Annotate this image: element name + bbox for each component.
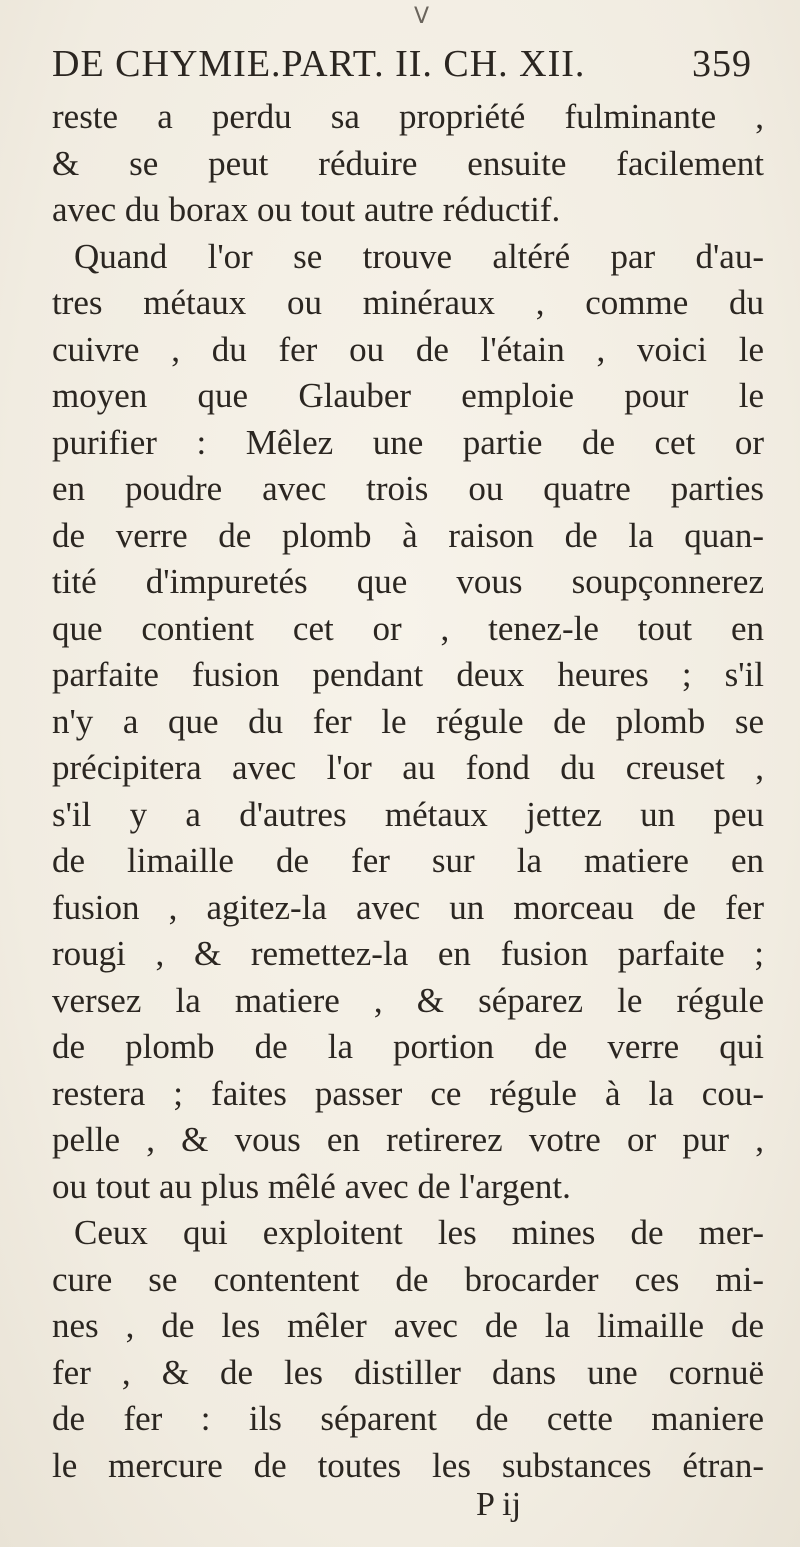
text-line: s'il y a d'autres métaux jettez un peu bbox=[52, 794, 764, 834]
signature-catchword: P ij bbox=[476, 1486, 522, 1523]
text-line: précipitera avec l'or au fond du creuset , bbox=[52, 748, 764, 787]
text-line: que contient cet or , tenez-le tout en bbox=[52, 608, 764, 648]
text-line: tres métaux ou minéraux , comme du bbox=[52, 283, 764, 322]
text-line: parfaite fusion pendant deux heures ; s'il bbox=[52, 655, 764, 694]
text-line: versez la matiere , & séparez le régule bbox=[52, 980, 764, 1020]
text-line: cuivre , du fer ou de l'étain , voici le bbox=[52, 329, 764, 369]
running-title: DE CHYMIE.PART. II. CH. XII. bbox=[52, 43, 586, 85]
text-line: ou tout au plus mêlé avec de l'argent. bbox=[52, 1166, 571, 1206]
text-line: avec du borax ou tout autre réductif. bbox=[52, 190, 561, 229]
text-line: rougi , & remettez-la en fusion parfaite ; bbox=[52, 934, 764, 973]
text-line: de fer : ils séparent de cette maniere bbox=[52, 1399, 764, 1438]
text-line: Ceux qui exploitent les mines de mer- bbox=[74, 1213, 764, 1252]
text-line: Quand l'or se trouve altéré par d'au- bbox=[74, 236, 764, 276]
text-line: purifier : Mêlez une partie de cet or bbox=[52, 422, 764, 462]
text-line: restera ; faites passer ce régule à la cou- bbox=[52, 1073, 764, 1113]
text-line: de verre de plomb à raison de la quan- bbox=[52, 515, 764, 555]
text-line: cure se contentent de brocarder ces mi- bbox=[52, 1259, 764, 1299]
text-line: le mercure de toutes les substances étran- bbox=[52, 1445, 764, 1485]
text-line: & se peut réduire ensuite facilement bbox=[52, 143, 764, 183]
text-line: n'y a que du fer le régule de plomb se bbox=[52, 701, 764, 741]
text-line: pelle , & vous en retirerez votre or pur , bbox=[52, 1120, 764, 1159]
text-line: moyen que Glauber emploie pour le bbox=[52, 376, 764, 415]
text-line: fusion , agitez-la avec un morceau de fer bbox=[52, 887, 764, 927]
text-line: de plomb de la portion de verre qui bbox=[52, 1027, 764, 1066]
body-text bbox=[52, 94, 764, 1489]
page-number: 359 bbox=[692, 43, 752, 85]
text-line: fer , & de les distiller dans une cornuë bbox=[52, 1352, 764, 1392]
signature-mark: V bbox=[414, 4, 430, 29]
text-line: reste a perdu sa propriété fulminante , bbox=[52, 97, 764, 136]
page-header bbox=[52, 42, 752, 92]
text-line: en poudre avec trois ou quatre parties bbox=[52, 469, 764, 508]
text-line: nes , de les mêler avec de la limaille de bbox=[52, 1306, 764, 1345]
text-line: de limaille de fer sur la matiere en bbox=[52, 841, 764, 880]
text-line: tité d'impuretés que vous soupçonnerez bbox=[52, 562, 764, 601]
